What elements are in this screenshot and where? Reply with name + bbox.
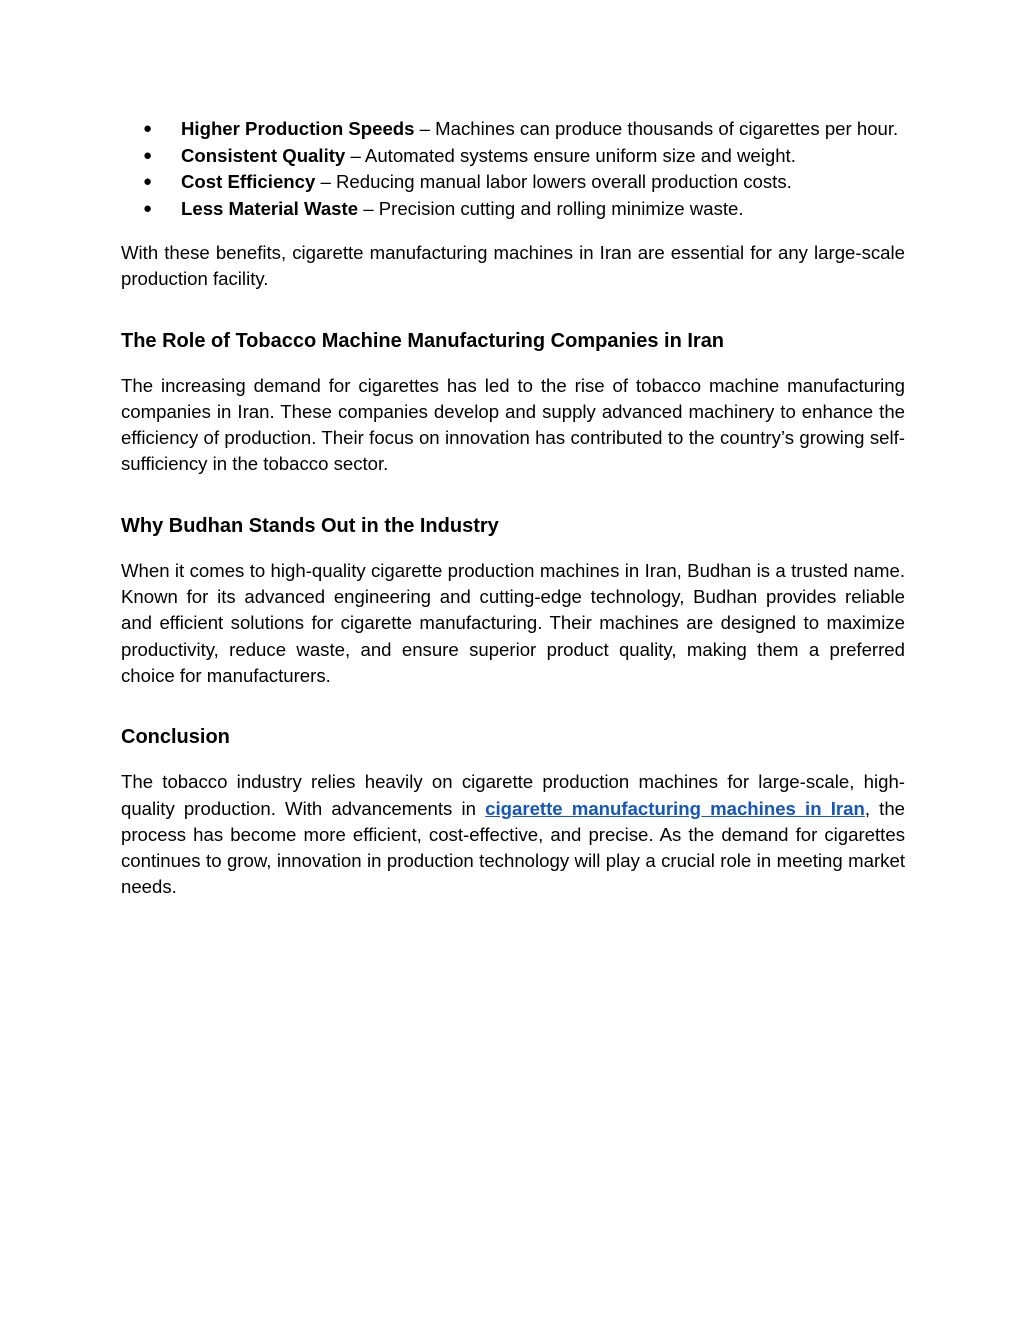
benefit-title: Cost Efficiency <box>181 171 316 192</box>
section-heading-conclusion: Conclusion <box>121 726 230 749</box>
benefit-title: Higher Production Speeds <box>181 118 415 139</box>
section-heading-role: The Role of Tobacco Machine Manufacturing Companies in Iran <box>121 329 725 352</box>
section-heading-budhan: Why Budhan Stands Out in the Industry <box>121 514 499 537</box>
section-body-role: The increasing demand for cigarettes has led to the rise of tobacco machine manufacturing companies in Iran. These companies develop and supply advanced machinery to enhance the efficiency of production. Their focus on innovation has contributed to the country’s growing self-sufficiency in the tobacco sector. <box>121 374 905 475</box>
list-item <box>143 169 905 196</box>
list-item <box>143 143 905 170</box>
list-item <box>143 116 905 143</box>
benefits-list <box>121 116 905 222</box>
benefit-text: – Automated systems ensure uniform size and weight. <box>345 144 796 166</box>
benefit-text: – Machines can produce thousands of cigarettes per hour. <box>414 118 899 139</box>
conclusion-text-before: The tobacco industry relies heavily on cigarette production machines for large-scale, high-quality production. With advancements in <box>121 771 905 819</box>
conclusion-text-after: , the process has become more efficient, cost-effective, and precise. As the demand for cigarettes continues to grow, innovation in production technology will play a crucial role in meeting market needs. <box>121 797 906 898</box>
list-item <box>143 196 905 223</box>
benefit-text: – Precision cutting and rolling minimize waste. <box>358 197 744 219</box>
cigarette-machines-link[interactable]: cigarette manufacturing machines in Iran <box>485 797 865 819</box>
document-page <box>121 116 905 901</box>
section-body-conclusion <box>121 769 905 900</box>
bullet-icon: ● <box>143 146 153 164</box>
benefit-title: Less Material Waste <box>181 197 359 219</box>
section-body-budhan: When it comes to high-quality cigarette production machines in Iran, Budhan is a trusted name. Known for its advanced engineering and cutting-edge technology, Budhan provides reliable and efficient solutions for cigarette manufacturing. Their machines are designed to maximize productivity, reduce waste, and ensure superior product quality, making them a preferred choice for manufacturers. <box>121 559 905 686</box>
benefit-title: Consistent Quality <box>181 144 346 166</box>
benefits-summary: With these benefits, cigarette manufacturing machines in Iran are essential for any large-scale production facility. <box>121 242 905 290</box>
bullet-icon: ● <box>143 199 153 217</box>
bullet-icon: ● <box>143 120 153 137</box>
benefit-text: – Reducing manual labor lowers overall production costs. <box>315 171 792 192</box>
bullet-icon: ● <box>143 173 153 190</box>
